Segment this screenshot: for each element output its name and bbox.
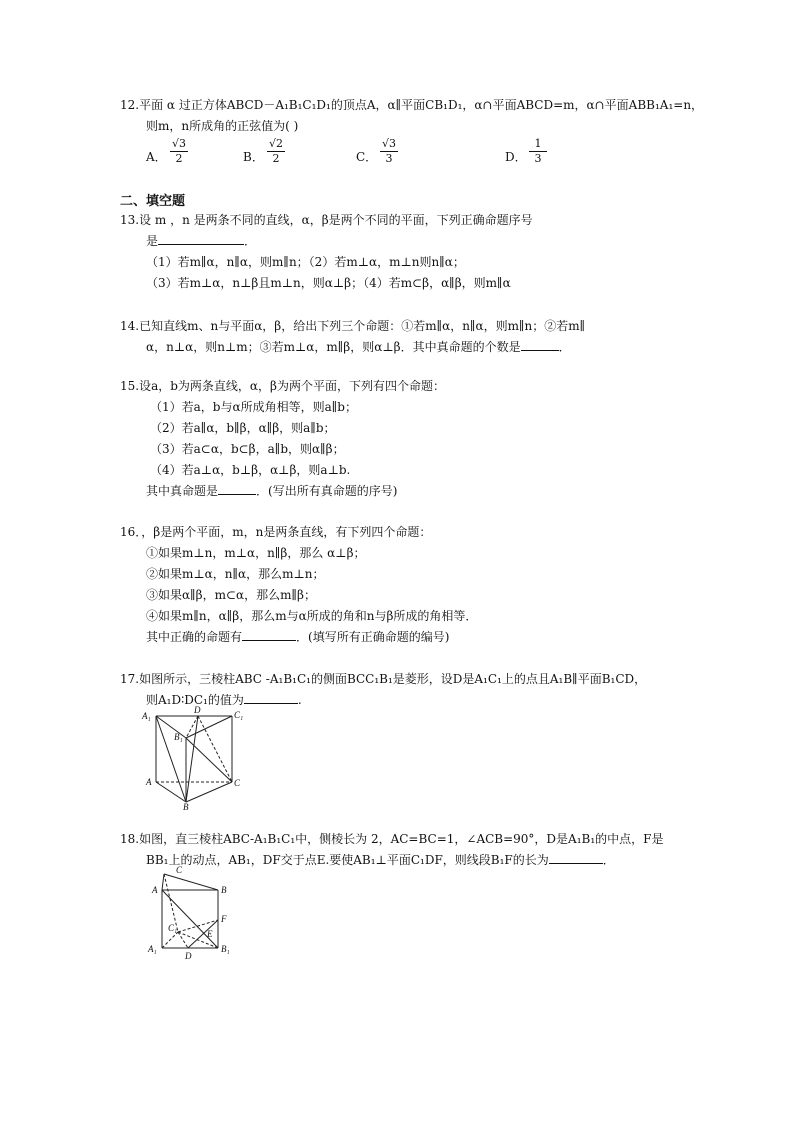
q18-line1: 18.如图，直三棱柱ABC-A₁B₁C₁中，侧棱长为 2，AC=BC=1，∠ACB=90°，D是A₁B₁的中点，F是 <box>120 832 664 846</box>
label-b: B <box>221 885 227 895</box>
option-a-denominator: 2 <box>175 152 183 165</box>
label-d: D <box>194 705 201 715</box>
label-e: E <box>207 929 213 939</box>
q16-item-4: ④如果m∥n，α∥β，那么m与α所成的角和n与β所成的角相等． <box>146 609 478 623</box>
question-15 <box>120 376 710 502</box>
question-13 <box>120 210 710 294</box>
option-a-numerator: √3 <box>171 137 186 150</box>
q17-prism-figure <box>140 704 250 810</box>
segment-d-c <box>198 716 232 782</box>
q16-item-2: ②如果m⊥α，n∥α，那么m⊥n； <box>146 567 325 581</box>
q18-line2: BB₁上的动点，AB₁，DF交于点E.要使AB₁⊥平面C₁DF，则线段B₁F的长为 ． <box>146 853 615 867</box>
edge-c-a <box>162 874 164 890</box>
label-c1: C₁ <box>168 923 178 933</box>
q12-line2: 则m，n所成角的正弦值为( ) <box>146 119 299 133</box>
q16-conclusion: 其中正确的命题有 ．(填写所有正确命题的编号) <box>146 630 450 644</box>
option-d-numerator: 1 <box>529 137 547 152</box>
edge-a-b <box>156 782 186 802</box>
q12-line1: 12.平面 α 过正方体ABCD－A₁B₁C₁D₁的顶点A，α∥平面CB₁D₁，α∩平面ABCD=m，α∩平面ABB₁A₁=n， <box>120 98 704 112</box>
q14-line2: α，n⊥α，则n⊥m；③若m⊥α，m∥β，则α⊥β．其中真命题的个数是 ． <box>146 340 571 354</box>
question-12 <box>120 95 710 177</box>
label-c1: C₁ <box>234 710 244 720</box>
label-b: B <box>183 802 189 810</box>
q16-item-3: ③如果α∥β，m⊂α，那么m∥β； <box>146 588 316 602</box>
option-d-denominator: 3 <box>534 152 542 165</box>
label-a1: A₁ <box>148 944 157 954</box>
q17-answer-blank[interactable] <box>244 691 298 704</box>
q15-line1: 15.设a，b为两条直线，α，β为两个平面，下列有四个命题： <box>120 379 445 393</box>
edge-b-c <box>186 782 232 802</box>
segment-d-b <box>186 716 198 802</box>
option-c-denominator: 3 <box>385 152 393 165</box>
q16-item-1: ①如果m⊥n，m⊥α，n∥β，那么 α⊥β； <box>146 546 366 560</box>
question-14 <box>120 316 710 358</box>
label-d: D <box>185 951 192 961</box>
edge-a1-c1 <box>162 932 178 948</box>
q16-answer-blank[interactable] <box>242 628 296 641</box>
option-b-numerator: √2 <box>268 137 283 150</box>
q15-item-2: （2）若a∥α，b∥β，α∥β，则a∥b； <box>150 421 336 435</box>
option-b-denominator: 2 <box>272 152 280 165</box>
label-c: C <box>234 778 241 788</box>
q15-item-4: （4）若a⊥α，b⊥β，α⊥β，则a⊥b. <box>150 463 351 477</box>
q14-line1: 14.已知直线m、n与平面α，β，给出下列三个命题：①若m∥α，n∥α，则m∥n；②若m∥ <box>120 319 586 333</box>
q16-line1: 16．，β是两个平面，m，n是两条直线，有下列四个命题： <box>120 525 432 539</box>
q13-line1: 13.设 m ，n 是两条不同的直线，α，β是两个不同的平面，下列正确命题序号 <box>120 213 533 227</box>
q13-line3: （1）若m∥α，n∥α，则m∥n；（2）若m⊥α，m⊥n则n∥α； <box>146 255 465 269</box>
label-a: A <box>152 885 158 895</box>
q18-answer-blank[interactable] <box>549 851 603 864</box>
option-c-numerator: √3 <box>381 137 396 150</box>
q13-answer-blank[interactable] <box>158 232 244 245</box>
label-b1: B₁ <box>174 732 183 742</box>
segment-a1-b <box>156 716 186 802</box>
q15-item-1: （1）若a，b与α所成角相等，则a∥b； <box>150 400 357 414</box>
q15-conclusion: 其中真命题是 ．(写出所有真命题的序号) <box>146 484 398 498</box>
segment-b1-c <box>186 738 232 782</box>
label-f: F <box>221 914 227 924</box>
q15-item-3: （3）若a⊂α，b⊂β，a∥b，则α∥β； <box>150 442 345 456</box>
q13-line2: 是 ． <box>146 234 257 248</box>
q17-line2: 则A₁D∶DC₁的值为 . <box>146 693 302 707</box>
q15-answer-blank[interactable] <box>218 482 256 495</box>
q13-line4: （3）若m⊥α，n⊥β且m⊥n，则α⊥β；（4）若m⊂β，α∥β，则m∥α <box>146 276 511 290</box>
edge-b1-c1 <box>186 716 232 738</box>
label-a1: A₁ <box>142 711 151 721</box>
question-16 <box>120 522 710 648</box>
q17-line1: 17.如图所示，三棱柱ABC -A₁B₁C₁的侧面BCC₁B₁是菱形，设D是A₁C₁上的点且A₁B∥平面B₁CD， <box>120 672 647 686</box>
section-title-fill-in: 二、填空题 <box>120 194 186 209</box>
label-c: C <box>176 865 183 875</box>
q12-options: A． $\frac{√3}{2}$ B． $\frac{√2}{2}$ C． $\frac{√3}{3}$ D． $\frac{1}{3}$ <box>120 137 710 177</box>
edge-c-b <box>164 874 218 890</box>
label-b1: B₁ <box>221 944 230 954</box>
label-a: A <box>146 777 152 787</box>
q14-answer-blank[interactable] <box>521 338 559 351</box>
q18-prism-figure <box>140 864 240 962</box>
